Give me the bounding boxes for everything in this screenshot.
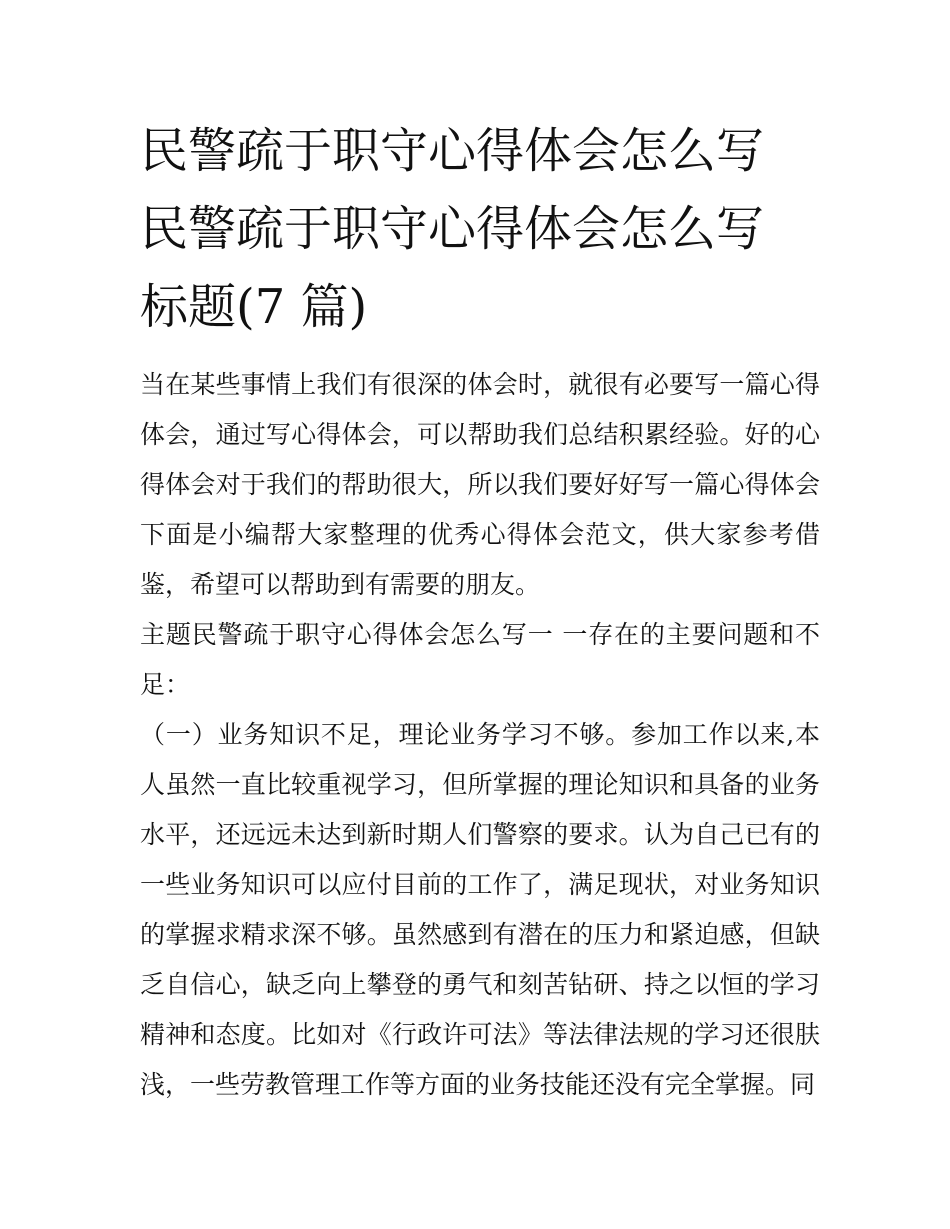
title-line: 民警疏于职守心得体会怎么写 — [140, 123, 765, 179]
intro-paragraph: 当在某些事情上我们有很深的体会时，就很有必要写一篇心得体会，通过写心得体会，可以帮助我们总结积累经验。好的心得体会对于我们的帮助很大，所以我们要好好写一篇心得体会下面是小编帮大家整理的优秀心得体会范文，供大家参考借鉴，希望可以帮助到有需要的朋友。 — [140, 370, 820, 599]
title-line: 标题(7 篇) — [140, 279, 368, 335]
section-heading-paragraph: 主题民警疏于职守心得体会怎么写一 一存在的主要问题和不足： — [140, 620, 820, 699]
document-title — [140, 112, 820, 346]
title-line: 民警疏于职守心得体会怎么写 — [140, 201, 765, 257]
document-body — [140, 112, 820, 1110]
body-paragraph: （一）业务知识不足，理论业务学习不够。参加工作以来,本人虽然一直比较重视学习，但所掌握的理论知识和具备的业务水平，还远远未达到新时期人们警察的要求。认为自己已有的一些业务知识可以应付目前的工作了，满足现状，对业务知识的掌握求精求深不够。虽然感到有潜在的压力和紧迫感，但缺乏自信心，缺乏向上攀登的勇气和刻苦钻研、持之以恒的学习精神和态度。比如对《行政许可法》等法律法规的学习还很肤浅，一些劳教管理工作等方面的业务技能还没有完全掌握。同 — [140, 720, 820, 1099]
